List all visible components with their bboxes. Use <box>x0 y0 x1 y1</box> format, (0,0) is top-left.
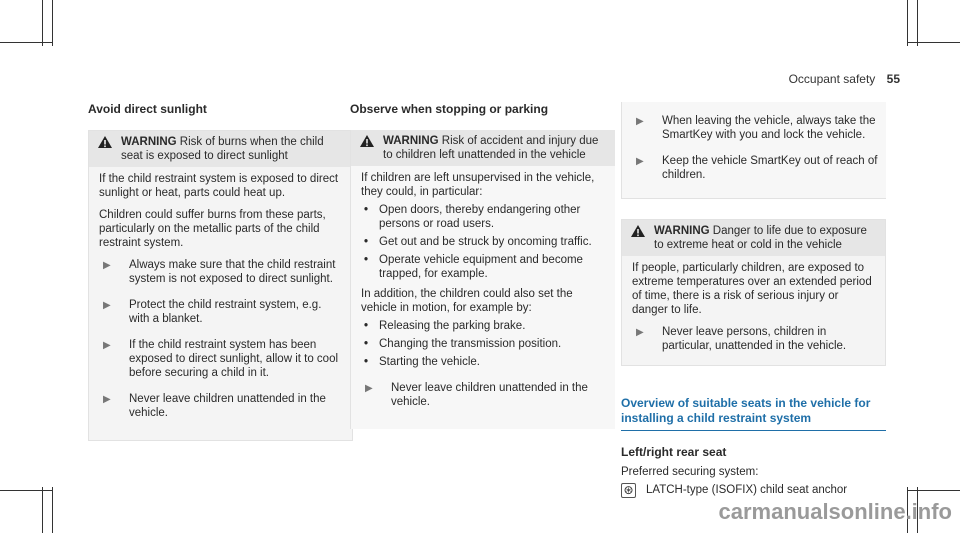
arrow-right-icon: ▶ <box>636 116 644 127</box>
warning-box-unattended <box>350 130 615 429</box>
warning-header <box>89 131 352 167</box>
section-name: Occupant safety <box>788 72 876 86</box>
crop-mark <box>908 42 960 43</box>
instruction-item: ▶ Keep the vehicle SmartKey out of reach of children. <box>632 154 878 182</box>
column-3 <box>621 102 886 498</box>
crop-mark <box>52 487 53 533</box>
instruction-item: ▶ Never leave children unattended in the vehicle. <box>361 381 607 409</box>
column-2 <box>350 102 615 429</box>
column-1 <box>88 102 353 441</box>
warning-box-temperature <box>621 219 886 366</box>
bullet-list <box>361 319 607 369</box>
paragraph: If children are left unsupervised in the vehicle, they could, in particular: <box>361 172 595 198</box>
warning-title: Risk of burns when the child seat is exposed to direct sunlight <box>121 136 324 162</box>
preferred-system-label: Preferred securing system: <box>621 466 759 478</box>
list-item: • Starting the vehicle. <box>363 356 481 368</box>
isofix-anchor-icon: ⊛ <box>621 483 636 498</box>
warning-triangle-icon <box>359 134 377 162</box>
warning-label: WARNING <box>383 135 439 147</box>
bullet-list <box>361 203 607 281</box>
arrow-right-icon: ▶ <box>103 394 111 405</box>
crop-mark <box>52 0 53 46</box>
watermark: carmanualsonline.info <box>718 499 952 524</box>
warning-box-sunlight <box>88 130 353 441</box>
list-item: • Changing the transmission position. <box>363 338 562 350</box>
instruction-item: ▶ Never leave persons, children in particular, unattended in the vehicle. <box>632 325 877 353</box>
warning-triangle-icon <box>97 135 115 163</box>
crop-mark <box>42 0 43 46</box>
heading-avoid-sunlight: Avoid direct sunlight <box>88 102 207 116</box>
list-item: • Get out and be struck by oncoming traffic. <box>363 236 592 248</box>
instruction-item: ▶ If the child restraint system has been exposed to direct sunlight, allow it to cool before securing a child in it. <box>99 338 344 380</box>
paragraph: Children could suffer burns from these parts, particularly on the metallic parts of the child restraint system. <box>99 209 326 249</box>
continued-instructions <box>621 102 886 199</box>
crop-mark <box>42 487 43 533</box>
subheading-rear-seat: Left/right rear seat <box>621 445 727 459</box>
instruction-item: ▶ Never leave children unattended in the vehicle. <box>99 392 344 420</box>
instruction-item: ▶ When leaving the vehicle, always take the SmartKey with you and lock the vehicle. <box>632 114 878 142</box>
arrow-right-icon: ▶ <box>103 260 111 271</box>
crop-mark <box>0 42 52 43</box>
instruction-item: ▶ Protect the child restraint system, e.g. with a blanket. <box>99 298 344 326</box>
paragraph: In addition, the children could also set the vehicle in motion, for example by: <box>361 288 573 314</box>
page-header <box>789 72 900 86</box>
page-number: 55 <box>886 72 900 86</box>
warning-header <box>622 220 885 256</box>
crop-mark <box>0 490 52 491</box>
warning-label: WARNING <box>654 225 710 237</box>
warning-title: Danger to life due to exposure to extreme heat or cold in the vehicle <box>654 225 867 251</box>
paragraph: If people, particularly children, are exposed to extreme temperatures over an extended period of time, there is a risk of serious injury or danger to life. <box>632 262 872 316</box>
arrow-right-icon: ▶ <box>103 300 111 311</box>
list-item: • Releasing the parking brake. <box>363 320 526 332</box>
heading-stopping-parking: Observe when stopping or parking <box>350 102 549 116</box>
list-item: • Open doors, thereby endangering other persons or road users. <box>363 204 581 230</box>
crop-mark <box>908 490 960 491</box>
warning-header <box>351 130 615 166</box>
paragraph: If the child restraint system is exposed to direct sunlight or heat, parts could heat up. <box>99 173 339 199</box>
arrow-right-icon: ▶ <box>636 327 644 338</box>
crop-mark <box>917 0 918 46</box>
isofix-label: LATCH-type (ISOFIX) child seat anchor <box>646 484 848 496</box>
warning-triangle-icon <box>630 224 648 252</box>
instruction-item: ▶ Always make sure that the child restraint system is not exposed to direct sunlight. <box>99 258 344 286</box>
list-item: • Operate vehicle equipment and become trapped, for example. <box>363 254 583 280</box>
warning-title: Risk of accident and injury due to children left unattended in the vehicle <box>383 135 599 161</box>
arrow-right-icon: ▶ <box>103 340 111 351</box>
warning-label: WARNING <box>121 136 177 148</box>
arrow-right-icon: ▶ <box>365 383 373 394</box>
crop-mark <box>907 0 908 46</box>
arrow-right-icon: ▶ <box>636 156 644 167</box>
section-title: Overview of suitable seats in the vehicle for installing a child restraint system <box>621 396 886 431</box>
isofix-row <box>621 483 886 498</box>
